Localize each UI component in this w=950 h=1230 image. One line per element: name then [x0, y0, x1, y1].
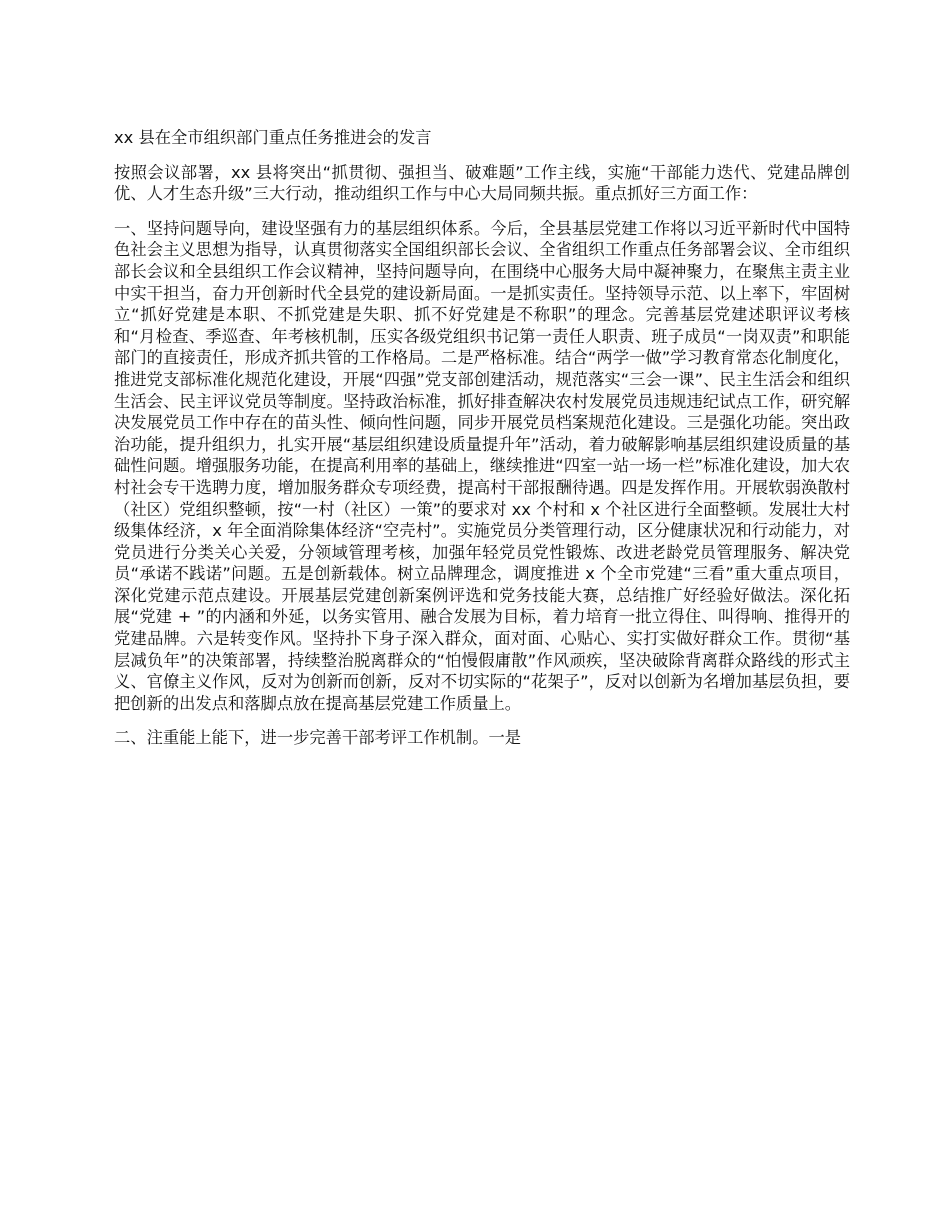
intro-paragraph: 按照会议部署，xx 县将突出“抓贯彻、强担当、破难题”工作主线，实施“干部能力迭代、党建品牌创优、人才生态升级”三大行动，推动组织工作与中心大局同频共振。重点抓好三方面工作： — [114, 162, 850, 204]
document-title: xx 县在全市组织部门重点任务推进会的发言 — [114, 128, 432, 147]
section-one-paragraph: 一、坚持问题导向，建设坚强有力的基层组织体系。今后，全县基层党建工作将以习近平新时代中国特色社会主义思想为指导，认真贯彻落实全国组织部长会议、全省组织工作重点任务部署会议、全市组织部长会议和全县组织工作会议精神，坚持问题导向，在围绕中心服务大局中凝神聚力，在聚焦主责主业中实干担当，奋力开创新时代全县党的建设新局面。一是抓实责任。坚持领导示范、以上率下，牢固树立“抓好党建是本职、不抓党建是失职、抓不好党建是不称职”的理念。完善基层党建述职评议考核和“月检查、季巡查、年考核机制，压实各级党组织书记第一责任人职责、班子成员“一岗双责”和职能部门的直接责任，形成齐抓共管的工作格局。二是严格标准。结合“两学一做”学习教育常态化制度化，推进党支部标准化规范化建设，开展“四强”党支部创建活动，规范落实“三会一课”、民主生活会和组织生活会、民主评议党员等制度。坚持政治标准，抓好排查解决农村发展党员违规违纪试点工作，研究解决发展党员工作中存在的苗头性、倾向性问题，同步开展党员档案规范化建设。三是强化功能。突出政治功能，提升组织力，扎实开展“基层组织建设质量提升年”活动，着力破解影响基层组织建设质量的基础性问题。增强服务功能，在提高利用率的基础上，继续推进“四室一站一场一栏”标准化建设，加大农村社会专干选聘力度，增加服务群众专项经费，提高村干部报酬待遇。四是发挥作用。开展软弱涣散村（社区）党组织整顿，按“一村（社区）一策”的要求对 xx 个村和 x 个社区进行全面整顿。发展壮大村级集体经济，x 年全面消除集体经济“空壳村”。实施党员分类管理行动，区分健康状况和行动能力，对党员进行分类关心关爱，分领域管理考核，加强年轻党员党性锻炼、改进老龄党员管理服务、解决党员“承诺不践诺”问题。五是创新载体。树立品牌理念，调度推进 x 个全市党建“三看”重大重点项目，深化党建示范点建设。开展基层党建创新案例评选和党务技能大赛，总结推广好经验好做法。深化拓展“党建 + ”的内涵和外延，以务实管用、融合发展为目标，着力培育一批立得住、叫得响、推得开的党建品牌。六是转变作风。坚持扑下身子深入群众，面对面、心贴心、实打实做好群众工作。贯彻“基层减负年”的决策部署，持续整治脱离群众的“怕慢假庸散”作风顽疾，坚决破除背离群众路线的形式主义、官僚主义作风，反对为创新而创新，反对不切实际的“花架子”，反对以创新为名增加基层负担，要把创新的出发点和落脚点放在提高基层党建工作质量上。 — [114, 218, 850, 713]
section-two-paragraph: 二、注重能上能下，进一步完善干部考评工作机制。一是 — [114, 728, 522, 748]
document-body — [114, 127, 850, 762]
